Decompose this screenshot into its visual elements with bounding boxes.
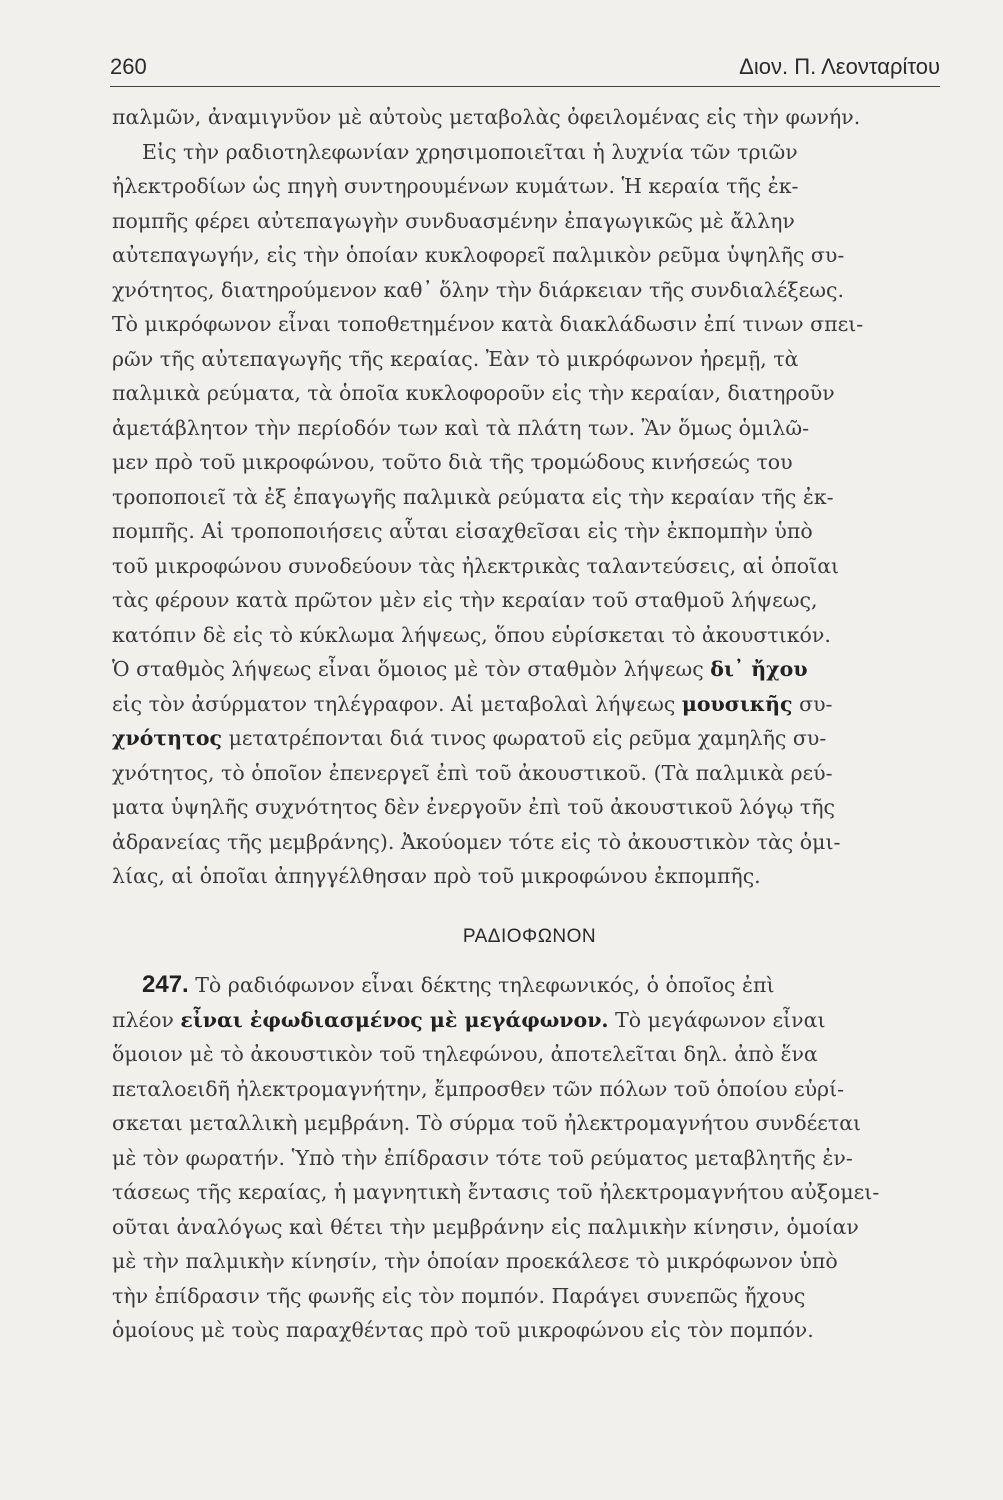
line-text: Τὸ μεγάφωνον εἶναι [615,1007,826,1032]
text-line: παλμῶν, ἀναμιγνῦον μὲ αὐτοὺς μεταβολὰς ὀφειλομένας εἰς τὴν φωνήν. [112,105,861,129]
paragraph-radiotelephony [112,100,947,894]
text-line: τάσεως τῆς κεραίας, ἡ μαγνητικὴ ἔντασις τοῦ ἠλεκτρομαγνήτου αὐξομει- [112,1180,880,1204]
section-heading: ΡΑΔΙΟΦΩΝΟΝ [462,925,597,947]
text-line: Εἰς τὴν ραδιοτηλεφωνίαν χρησιμοποιεῖται ἡ λυχνία τῶν τριῶν [142,139,798,164]
line-text: συ- [799,691,833,716]
text-line: παλμικὰ ρεύματα, τὰ ὁποῖα κυκλοφοροῦν εἰς τὴν κεραίαν, διατηροῦν [112,381,835,405]
text-line: σκεται μεταλλικὴ μεμβράνη. Τὸ σύρμα τοῦ ἠλεκτρομαγνήτου συνδέεται [112,1111,862,1135]
text-line: αὐτεπαγωγήν, εἰς τὴν ὁποίαν κυκλοφορεῖ παλμικὸν ρεῦμα ὑψηλῆς συ- [112,243,845,267]
text-line: χνότητος, διατηρούμενον καθ᾽ ὅλην τὴν διάρκειαν τῆς συνδιαλέξεως. [112,277,845,302]
line-text: εἰς τὸν ἀσύρματον τηλέγραφον. Αἱ μεταβολαὶ λήψεως [112,691,676,716]
text-line: οῦται ἀναλόγως καὶ θέτει τὴν μεμβράνην εἰς παλμικὴν κίνησιν, ὁμοίαν [112,1214,859,1239]
text-line: ἀμετάβλητον τὴν περίοδόν των καὶ τὰ πλάτη των. Ἂν ὅμως ὁμιλῶ- [112,415,809,440]
text-line: κατόπιν δὲ εἰς τὸ κύκλωμα λήψεως, ὅπου εὑρίσκεται τὸ ἀκουστικόν. [112,622,831,647]
text-line: ματα ὑψηλῆς συχνότητος δὲν ἐνεργοῦν ἐπὶ τοῦ ἀκουστικοῦ λόγῳ τῆς [112,795,836,819]
text-line [112,652,947,687]
bold-term: μουσικῆς [681,691,793,716]
text-line: τὴν ἐπίδρασιν τῆς φωνῆς εἰς τὸν πομπόν. Παράγει συνεπῶς ἤχους [112,1283,806,1308]
bold-term: εἶναι ἐφωδιασμένος μὲ μεγάφωνον. [180,1007,609,1032]
running-head: Διον. Π. Λεονταρίτου [739,54,940,79]
text-line: μὲ τὸν φωρατήν. Ὑπὸ τὴν ἐπίδρασιν τότε τοῦ ρεύματος μεταβλητῆς ἐν- [112,1145,853,1170]
text-line: ἠλεκτροδίων ὡς πηγὴ συντηρουμένων κυμάτων. Ἡ κεραία τῆς ἐκ- [112,174,799,198]
text-line [112,687,947,722]
line-text: πλέον [112,1007,174,1032]
section-number: 247. [142,971,189,998]
text-line: ἀδρανείας τῆς μεμβράνης). Ἀκούομεν τότε εἰς τὸ ἀκουστικὸν τὰς ὁμι- [112,829,841,854]
text-line: ὅμοιον μὲ τὸ ἀκουστικὸν τοῦ τηλεφώνου, ἀποτελεῖται δηλ. ἀπὸ ἕνα [112,1042,818,1066]
text-line: τροποποιεῖ τὰ ἐξ ἐπαγωγῆς παλμικὰ ρεύματα εἰς τὴν κεραίαν τῆς ἐκ- [112,484,834,509]
line-text: μετατρέπονται διά τινος φωρατοῦ εἰς ρεῦμα χαμηλῆς συ- [228,726,827,750]
text-line: χνότητος, τὸ ὁποῖον ἐπενεργεῖ ἐπὶ τοῦ ἀκουστικοῦ. (Τὰ παλμικὰ ρεύ- [112,760,833,785]
text-line: ὁμοίους μὲ τοὺς παραχθέντας πρὸ τοῦ μικροφώνου εἰς τὸν πομπόν. [112,1318,814,1342]
text-line: μὲ τὴν παλμικὴν κίνησίν, τὴν ὁποίαν προεκάλεσε τὸ μικρόφωνον ὑπὸ [112,1249,838,1273]
body-text [112,100,947,1348]
text-line: πομπῆς φέρει αὐτεπαγωγὴν συνδυασμένην ἐπαγωγικῶς μὲ ἄλλην [112,208,795,233]
text-line: πομπῆς. Αἱ τροποποιήσεις αὗται εἰσαχθεῖσαι εἰς τὴν ἐκπομπὴν ὑπὸ [112,519,813,543]
text-line: ρῶν τῆς αὐτεπαγωγῆς τῆς κεραίας. Ἐὰν τὸ μικρόφωνον ἠρεμῇ, τὰ [112,346,799,371]
text-line [112,721,947,756]
text-line: μεν πρὸ τοῦ μικροφώνου, τοῦτο διὰ τῆς τρομώδους κινήσεώς του [112,450,793,474]
text-line: τὰς φέρουν κατὰ πρῶτον μὲν εἰς τὴν κεραίαν τοῦ σταθμοῦ λήψεως, [112,588,818,612]
text-line: Τὸ μικρόφωνον εἶναι τοποθετημένον κατὰ διακλάδωσιν ἐπί τινων σπει- [112,312,864,336]
page-header [110,46,940,87]
text-line: λίας, αἱ ὁποῖαι ἀπηγγέλθησαν πρὸ τοῦ μικροφώνου ἐκπομπῆς. [112,864,761,888]
bold-term: δι᾽ ἤχου [710,657,808,681]
line-text: Ὁ σταθμὸς λήψεως εἶναι ὅμοιος μὲ τὸν σταθμὸν λήψεως [112,657,704,681]
text-line [112,968,947,1003]
line-text: Τὸ ραδιόφωνον εἶναι δέκτης τηλεφωνικός, ὁ ὁποῖος ἐπὶ [195,973,775,997]
paragraph-radiophone [112,968,947,1348]
text-line: πεταλοειδῆ ἠλεκτρομαγνήτην, ἔμπροσθεν τῶν πόλων τοῦ ὁποίου εὑρί- [112,1076,845,1101]
page-number: 260 [110,54,147,79]
text-line: τοῦ μικροφώνου συνοδεύουν τὰς ἠλεκτρικὰς ταλαντεύσεις, αἱ ὁποῖαι [112,553,840,578]
text-line [112,1003,947,1038]
bold-term: χνότητος [112,726,223,750]
